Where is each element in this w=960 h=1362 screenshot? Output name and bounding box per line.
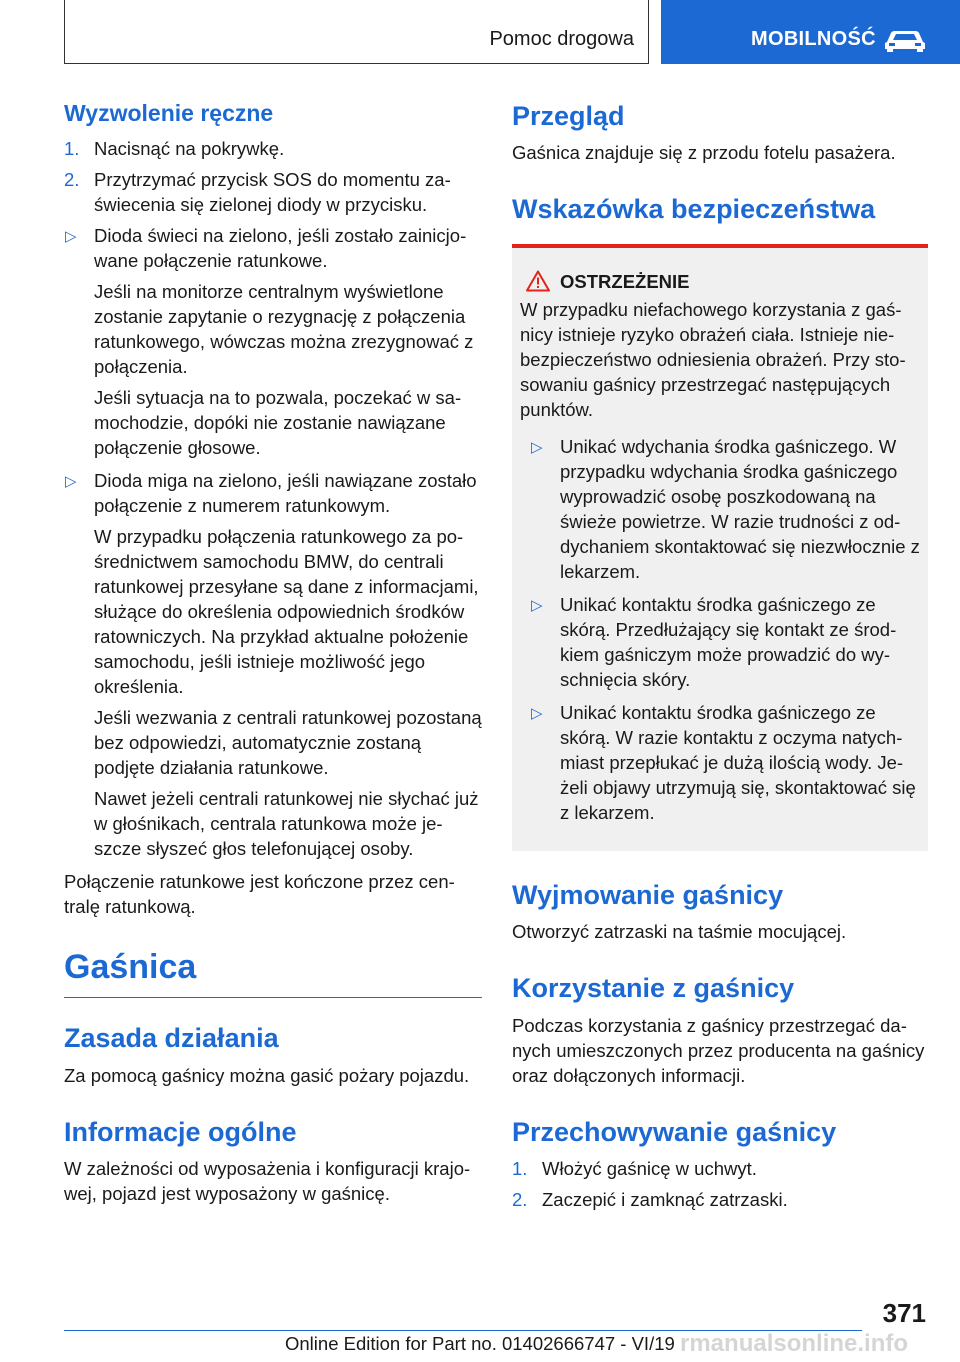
safety-heading: Wskazówka bezpieczeństwa xyxy=(512,194,876,225)
list-item: ▷ Unikać kontaktu środka gaśniczego ze skórą. Przedłużający się kontakt ze środkiem gaśniczym może prowadzić do wyschnięcia skóry. xyxy=(531,593,897,690)
chapter-title: MOBILNOŚĆ xyxy=(751,28,876,50)
usage-heading: Korzystanie z gaśnicy xyxy=(512,973,795,1004)
overview-text: Gaśnica znajduje się z przodu fotelu pasażera. xyxy=(512,142,896,164)
removal-text: Otworzyć zatrzaski na taśmie mocującej. xyxy=(512,921,847,943)
warning-points xyxy=(530,434,920,825)
general-info-text: W zależności od wyposażenia i konfiguracji krajowej, pojazd jest wyposażony w gaśnicę. xyxy=(64,1158,471,1205)
list-item: 1. Włożyć gaśnicę w uchwyt. xyxy=(512,1157,757,1179)
list-item: ▷ Unikać kontaktu środka gaśniczego ze skórą. W razie kontaktu z oczyma natychmiast przepłukać je dużą ilością wody. Jeżeli objawy utrzymują się, skontaktować się z lekarzem. xyxy=(531,701,916,823)
watermark: rmanualsonline.info xyxy=(680,1330,909,1357)
list-item: 2. Przytrzymać przycisk SOS do momentu zaświecenia się zielonej diody w przycisku. xyxy=(64,168,451,215)
page-number: 371 xyxy=(882,1298,926,1328)
usage-text: Podczas korzystania z gaśnicy przestrzegać danych umieszczonych przez producenta na gaśnicy oraz dołączonych informacji. xyxy=(512,1014,925,1086)
triangle-bullet-icon: ▷ xyxy=(531,596,543,614)
chapter-tab xyxy=(661,0,960,64)
general-info-heading: Informacje ogólne xyxy=(64,1116,297,1147)
manual-trigger-heading: Wyzwolenie ręczne xyxy=(64,100,274,126)
triangle-bullet-icon: ▷ xyxy=(531,704,543,722)
list-item: ▷ Dioda miga na zielono, jeśli nawiązane zostało połączenie z numerem ratunkowym. W przypadku połączenia ratunkowego za pośrednictwem samochodu BMW, do centrali ratunkowej przesyłane są dane z informacjami, służące do określenia odpowiednich środków ratowniczych. Na przykład aktualne położenie samochodu, jeśli istnieje możliwość jego określenia. Jeśli wezwania z centrali ratunkowej pozostaną bez odpowiedzi, automatycznie zostaną podjęte działania ratunkowe. Nawet jeżeli centrali ratunkowej nie słychać już w głośnikach, centrala ratunkowa może jeszcze słyszeć głos telefonującej osoby. xyxy=(65,469,482,859)
overview-heading: Przegląd xyxy=(512,101,625,131)
list-item: ▷ Dioda świeci na zielono, jeśli zostało zainicjowane połączenie ratunkowe. Jeśli na monitorze centralnym wyświetlone zostanie zapytanie o rezygnację z połączenia ratunkowego, wówczas można zrezygnować z połączenia. Jeśli sytuacja na to pozwala, poczekać w samochodzie, dopóki nie zostanie nawiązane połączenie głosowe. xyxy=(65,224,474,458)
closing-paragraph: Połączenie ratunkowe jest kończone przez centralę ratunkową. xyxy=(64,870,455,917)
right-column xyxy=(512,100,928,1218)
car-icon xyxy=(883,28,927,52)
page-header xyxy=(0,0,960,66)
storage-steps xyxy=(512,1156,928,1212)
triangle-bullet-icon: ▷ xyxy=(65,227,77,245)
warning-triangle-icon xyxy=(526,270,550,292)
chapter-divider xyxy=(64,997,482,998)
storage-heading: Przechowywanie gaśnicy xyxy=(512,1116,837,1147)
list-item: 1. Nacisnąć na pokrywkę. xyxy=(64,137,285,159)
warning-box xyxy=(512,248,928,851)
chapter-heading: Gaśnica xyxy=(64,947,197,986)
triangle-bullet-icon: ▷ xyxy=(65,472,77,490)
section-title: Pomoc drogowa xyxy=(489,28,634,50)
list-item: 2. Zaczepić i zamknąć zatrzaski. xyxy=(512,1188,788,1210)
principle-heading: Zasada działania xyxy=(64,1023,279,1054)
edition-info: Online Edition for Part no. 01402666747 - VI/19 xyxy=(285,1333,675,1354)
triangle-bullet-icon: ▷ xyxy=(531,438,543,456)
left-column xyxy=(64,100,482,1206)
removal-heading: Wyjmowanie gaśnicy xyxy=(512,879,784,910)
section-header-box xyxy=(64,0,649,64)
led-status-list xyxy=(64,223,482,861)
principle-text: Za pomocą gaśnicy można gasić pożary pojazdu. xyxy=(64,1064,470,1086)
warning-header xyxy=(526,270,920,293)
list-item: ▷ Unikać wdychania środka gaśniczego. W przypadku wdychania środka gaśniczego wyprowadzić osobę poszkodowaną na świeże powietrze. W razie trudności z oddychaniem skontaktować się niezwłocznie z lekarzem. xyxy=(531,435,920,582)
warning-text: W przypadku niefachowego korzystania z gaśnicy istnieje ryzyko obrażeń ciała. Istnieje niebezpieczeństwo odniesienia obrażeń. Przy stosowaniu gaśnicy przestrzegać następujących punktów. xyxy=(520,298,906,420)
manual-steps xyxy=(64,136,482,217)
warning-title: OSTRZEŻENIE xyxy=(560,270,690,292)
